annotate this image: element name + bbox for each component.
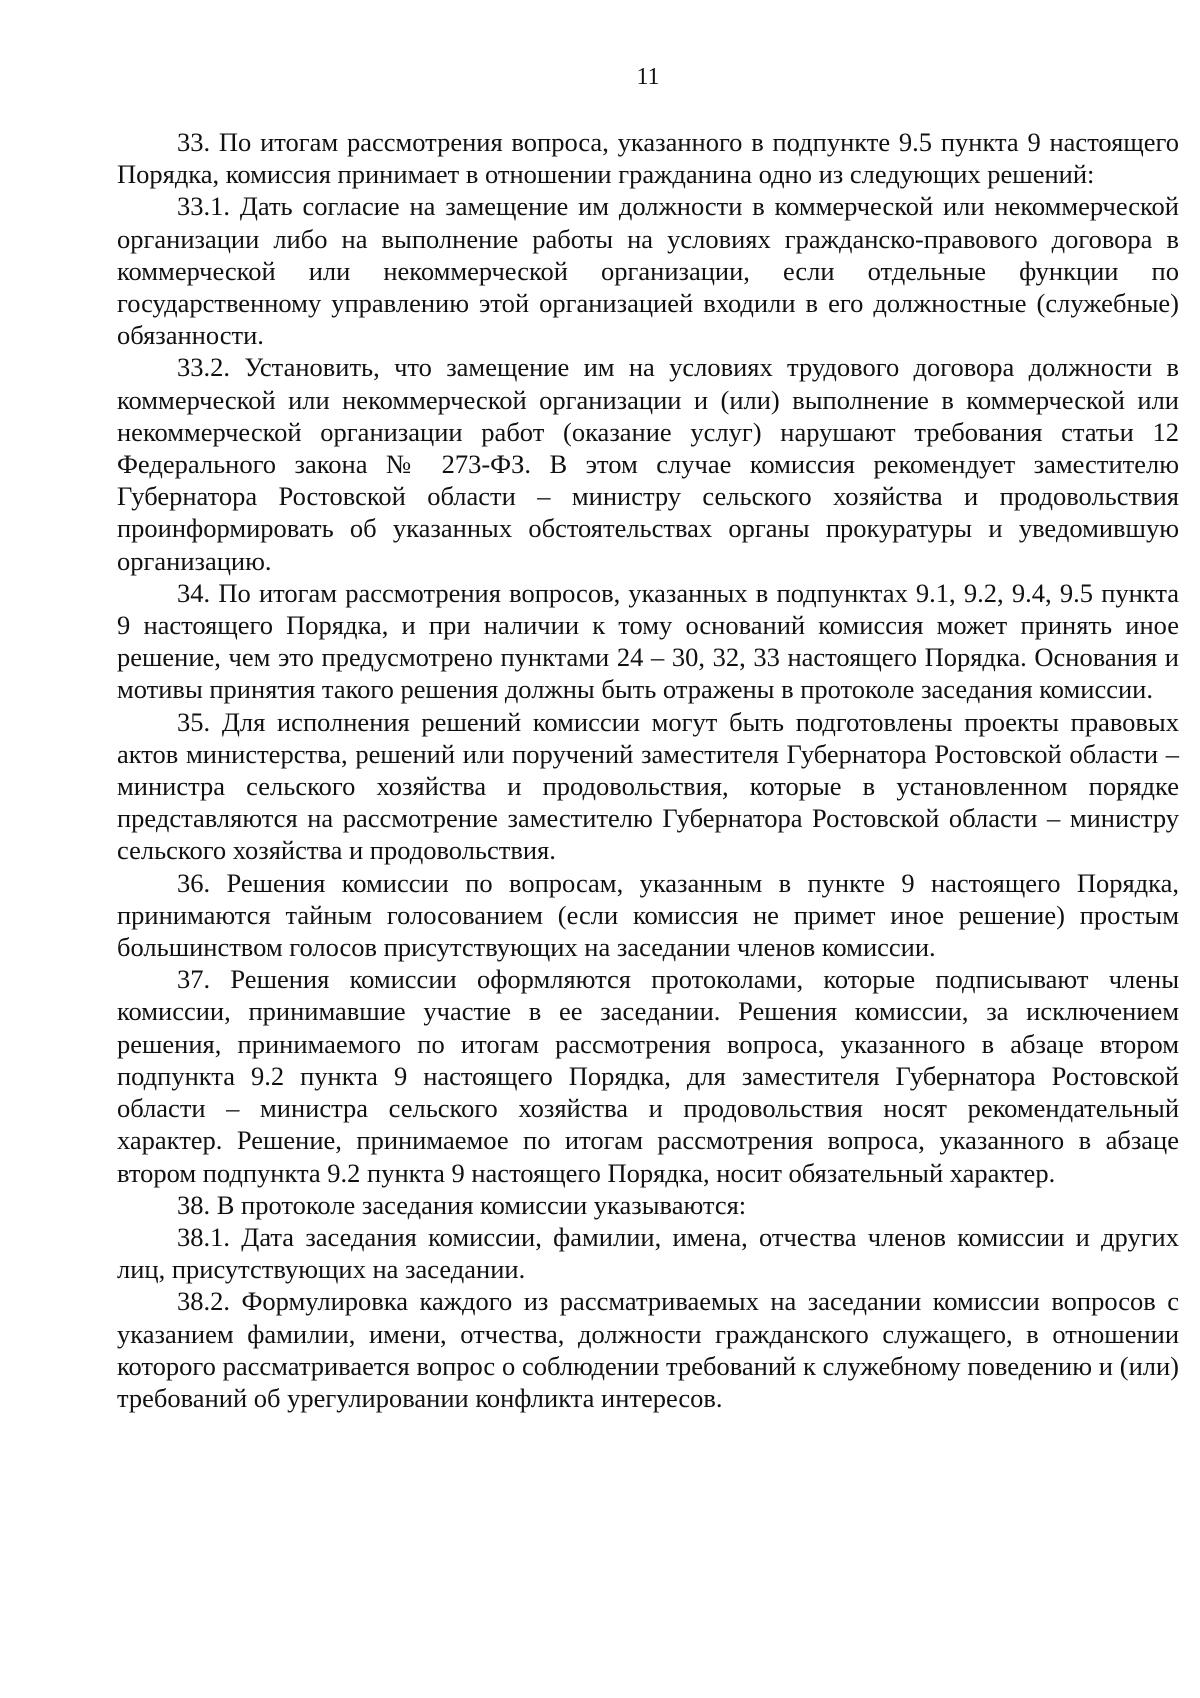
document-page <box>117 62 1179 1414</box>
page-number: 11 <box>636 64 660 90</box>
paragraph-33-1: 33.1. Дать согласие на замещение им должности в коммерческой или некоммерческой организации либо на выполнение работы на условиях гражданско-правового договора в коммерческой или некоммерческой организации, если отдельные функции по государственному управлению этой организацией входили в его должностные (служебные) обязанности. <box>117 191 1179 351</box>
paragraph-36: 36. Решения комиссии по вопросам, указанным в пункте 9 настоящего Порядка, принимаются тайным голосованием (если комиссия не примет иное решение) простым большинством голосов присутствующих на заседании членов комиссии. <box>117 867 1179 963</box>
paragraph-33: 33. По итогам рассмотрения вопроса, указанного в подпункте 9.5 пункта 9 настоящего Порядка, комиссия принимает в отношении гражданина одно из следующих решений: <box>117 127 1179 190</box>
paragraph-33-2: 33.2. Установить, что замещение им на условиях трудового договора должности в коммерческой или некоммерческой организации и (или) выполнение в коммерческой или некоммерческой организации работ (оказание услуг) нарушают требования статьи 12 Федерального закона № 273-ФЗ. В этом случае комиссия рекомендует заместителю Губернатора Ростовской области – министру сельского хозяйства и продовольствия проинформировать об указанных обстоятельствах органы прокуратуры и уведомившую организацию. <box>117 352 1179 576</box>
paragraph-35: 35. Для исполнения решений комиссии могут быть подготовлены проекты правовых актов министерства, решений или поручений заместителя Губернатора Ростовской области – министра сельского хозяйства и продовольствия, которые в установленном порядке представляются на рассмотрение заместителю Губернатора Ростовской области – министру сельского хозяйства и продовольствия. <box>117 706 1179 866</box>
paragraph-38: 38. В протоколе заседания комиссии указываются: <box>177 1189 747 1220</box>
paragraph-34: 34. По итогам рассмотрения вопросов, указанных в подпунктах 9.1, 9.2, 9.4, 9.5 пункта 9 настоящего Порядка, и при наличии к тому оснований комиссия может принять иное решение, чем это предусмотрено пунктами 24 – 30, 32, 33 настоящего Порядка. Основания и мотивы принятия такого решения должны быть отражены в протоколе заседания комиссии. <box>117 577 1179 705</box>
paragraph-38-1: 38.1. Дата заседания комиссии, фамилии, имена, отчества членов комиссии и других лиц, присутствующих на заседании. <box>117 1221 1179 1285</box>
paragraph-38-2: 38.2. Формулировка каждого из рассматриваемых на заседании комиссии вопросов с указанием фамилии, имени, отчества, должности гражданского служащего, в отношении которого рассматривается вопрос о соблюдении требований к служебному поведению и (или) требований об урегулировании конфликта интересов. <box>117 1286 1179 1413</box>
paragraph-37: 37. Решения комиссии оформляются протоколами, которые подписывают члены комиссии, принимавшие участие в ее заседании. Решения комиссии, за исключением решения, принимаемого по итогам рассмотрения вопроса, указанного в абзаце втором подпункта 9.2 пункта 9 настоящего Порядка, для заместителя Губернатора Ростовской области – министра сельского хозяйства и продовольствия носят рекомендательный характер. Решение, принимаемое по итогам рассмотрения вопроса, указанного в абзаце втором подпункта 9.2 пункта 9 настоящего Порядка, носит обязательный характер. <box>117 964 1179 1188</box>
